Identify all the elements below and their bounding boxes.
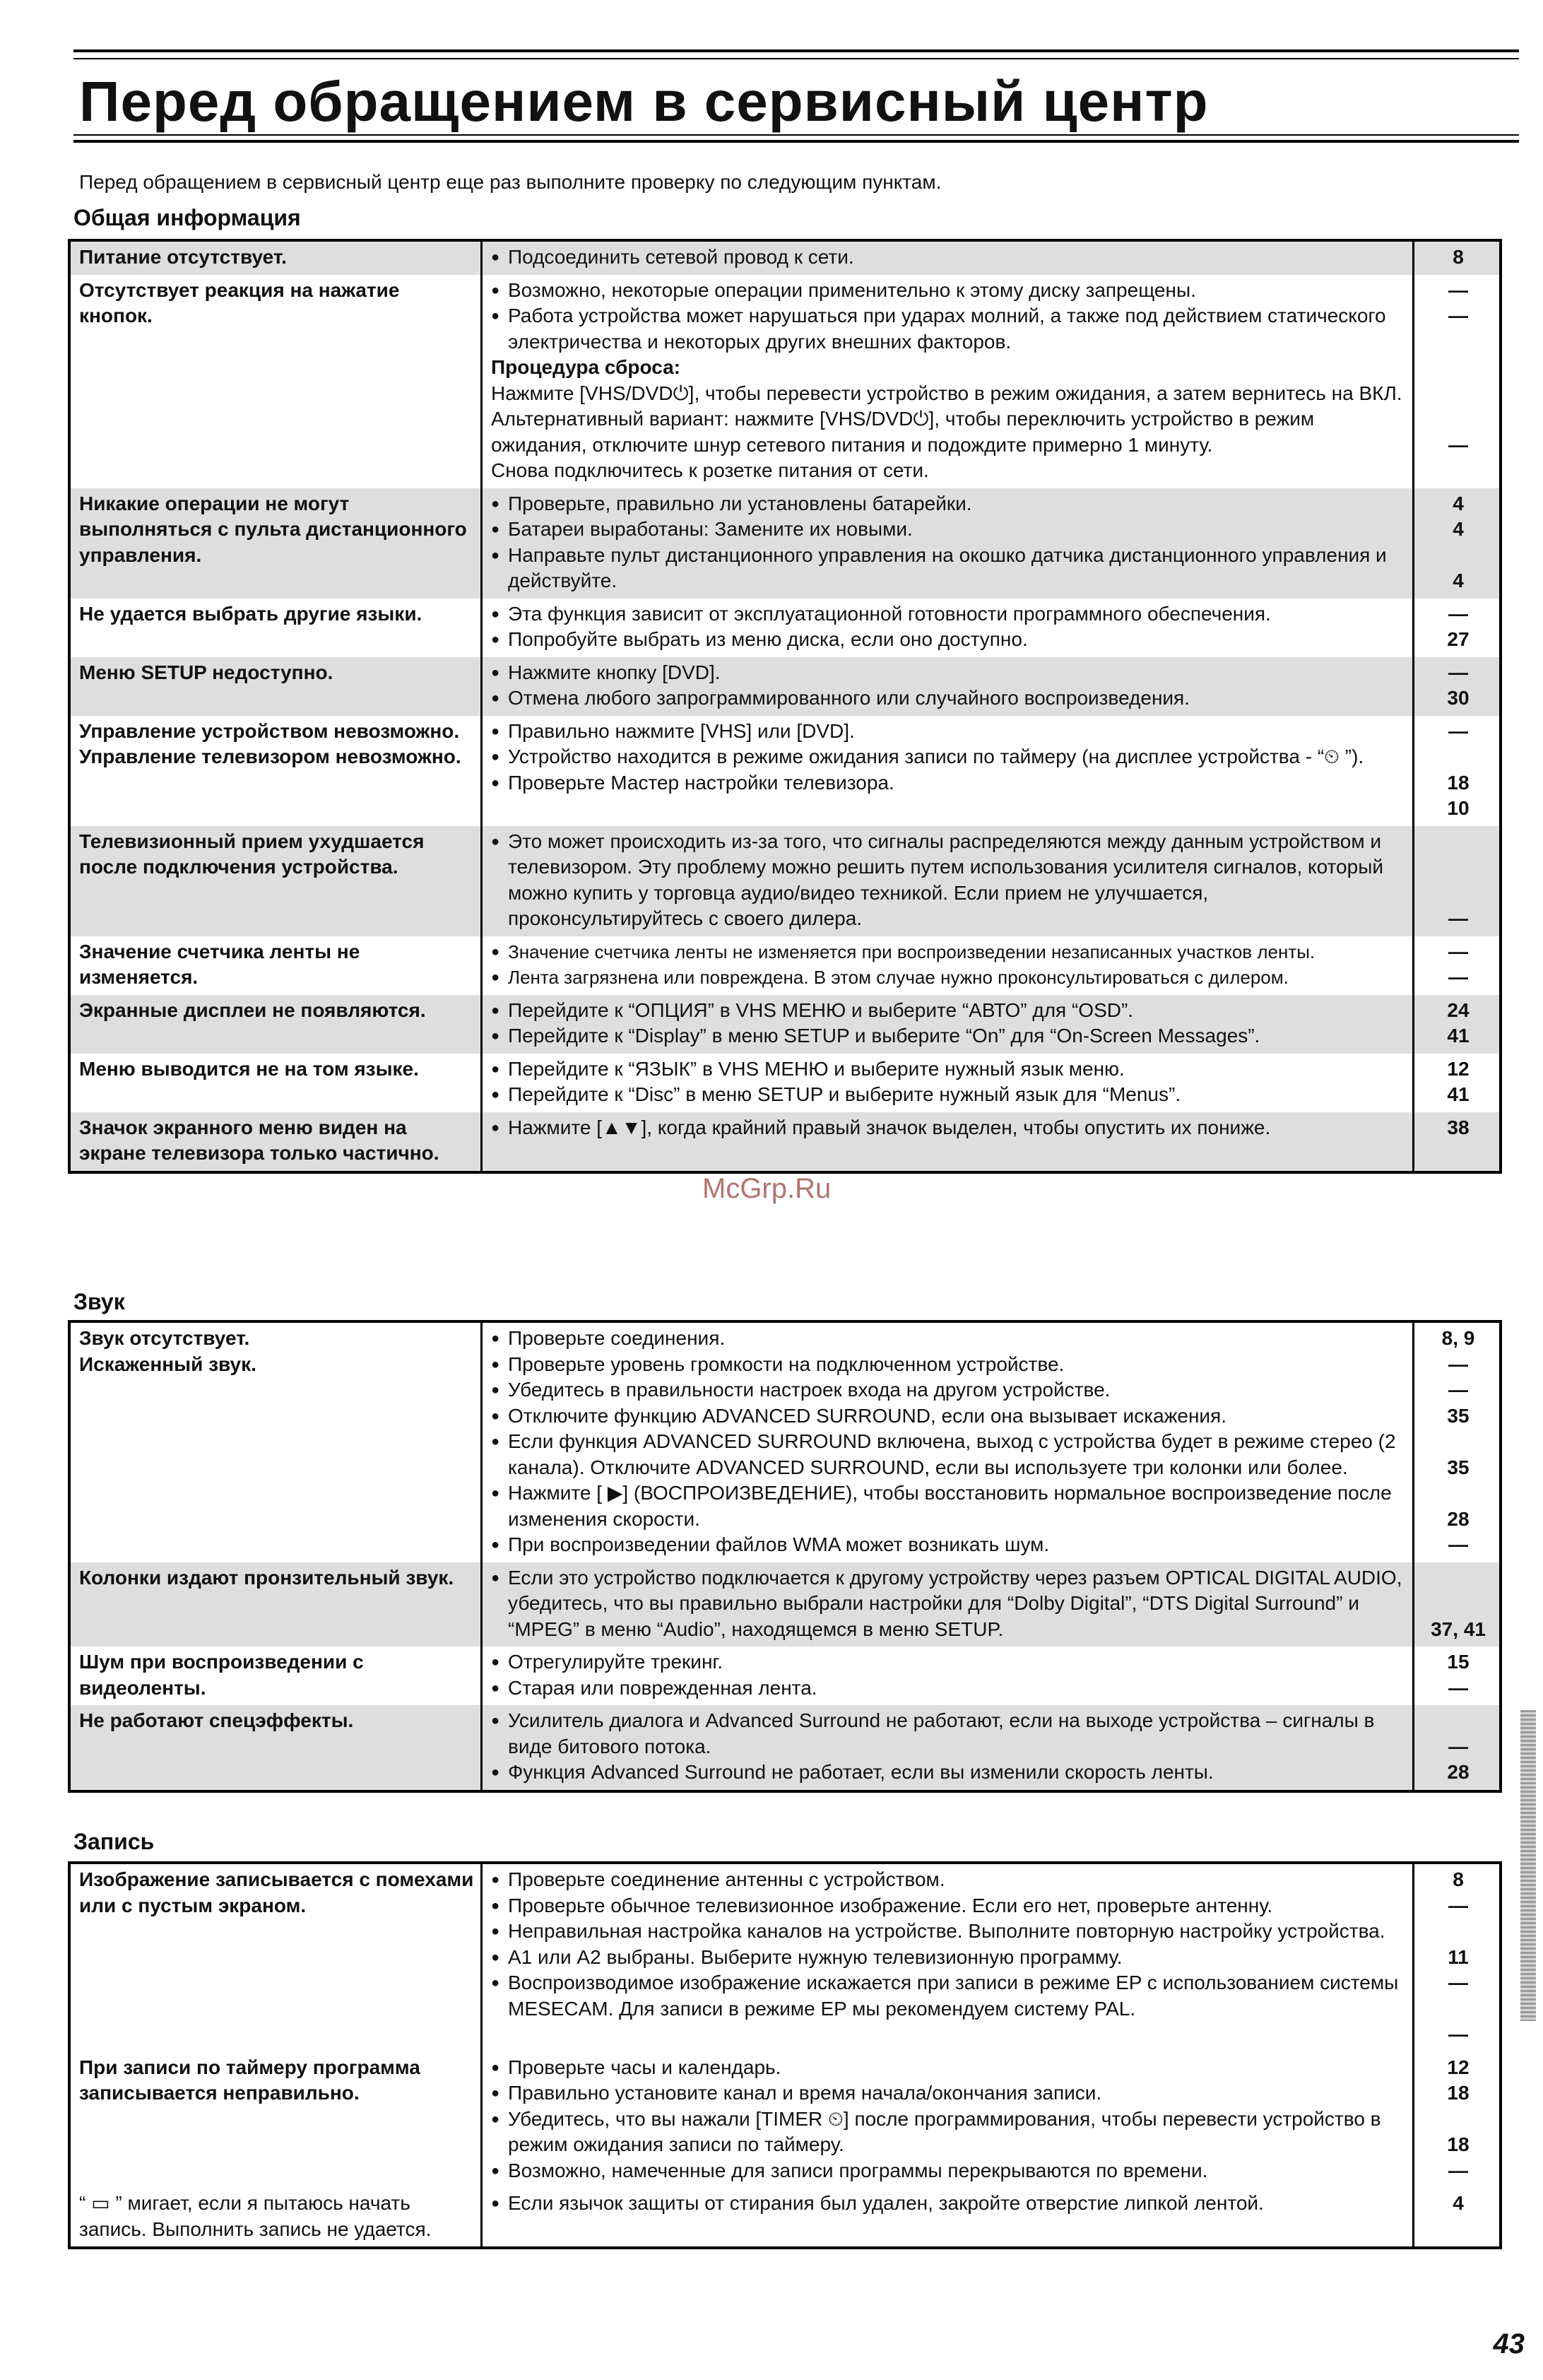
problem-label: Телевизионный прием ухудшается после подключения устройства.: [79, 830, 425, 878]
page-ref: 11: [1448, 1945, 1469, 1968]
page-ref: —: [1448, 661, 1468, 683]
problem-cell: [69, 1646, 482, 1705]
solution-cell: [482, 995, 1414, 1054]
page-ref: 28: [1447, 1507, 1470, 1530]
problem-label: Экранные дисплеи не появляются.: [79, 998, 426, 1021]
problem-label: “ ▭ ” мигает, если я пытаюсь начать запись. Выполнить запись не удается.: [79, 2192, 432, 2240]
page-ref: —: [1448, 602, 1468, 625]
page-ref: 41: [1447, 1025, 1470, 1047]
solution-cell: [482, 2188, 1414, 2248]
page-ref-cell: [1414, 1863, 1501, 2052]
solution-cell: [482, 657, 1414, 716]
solution-cell: [482, 1321, 1414, 1562]
page-number: 43: [1493, 2328, 1525, 2360]
solution-cell: [482, 826, 1414, 936]
page-ref: —: [1448, 1533, 1468, 1555]
page-ref: 30: [1447, 687, 1470, 709]
solution-cell: [482, 2052, 1414, 2188]
problem-cell: [69, 1054, 482, 1112]
solution-cell: [482, 1112, 1414, 1172]
solution-item: ● Возможно, намеченные для записи программы перекрываются по времени.: [491, 2158, 1407, 2184]
solution-item: ● Воспроизводимое изображение искажается при записи в режиме EP с использованием системы MESECAM. Для записи в режиме EP мы рекомендуем систему PAL.: [491, 1970, 1407, 2022]
problem-label: Шум при воспроизведении с видеоленты.: [79, 1651, 364, 1699]
solution-item: ● Устройство находится в режиме ожидания записи по таймеру (на дисплее устройства - “⏲ ”).: [491, 744, 1407, 770]
title-rule-bottom-2: [73, 140, 1519, 143]
watermark-text: McGrp.Ru: [702, 1173, 832, 1204]
solution-item: ● Функция Advanced Surround не работает, если вы изменили скорость ленты.: [491, 1760, 1407, 1786]
table-row: [69, 995, 1501, 1054]
solution-item: ● Неправильная настройка каналов на устройстве. Выполните повторную настройку устройства.: [491, 1919, 1407, 1945]
intro-text: Перед обращением в сервисный центр еще раз выполните проверку по следующим пунктам.: [79, 171, 942, 193]
solution-item: ● Нажмите [▲▼], когда крайний правый значок выделен, чтобы опустить их пониже.: [491, 1115, 1407, 1141]
table-row: [69, 2052, 1501, 2188]
table-row: [69, 1705, 1501, 1791]
page-ref: —: [1448, 1735, 1468, 1757]
page-ref: 27: [1447, 628, 1470, 650]
title-rule-top-1: [73, 49, 1519, 52]
page-ref: 8: [1453, 246, 1464, 268]
page-ref: —: [1448, 2023, 1468, 2045]
problem-cell: [69, 826, 482, 936]
solution-item: ● Усилитель диалога и Advanced Surround не работают, если на выходе устройства – сигналы в виде битового потока.: [491, 1708, 1407, 1760]
page-ref: —: [1448, 278, 1468, 301]
page-ref-cell: [1414, 995, 1501, 1054]
page-ref: —: [1448, 2159, 1468, 2181]
side-index-tab: [1520, 1710, 1536, 2021]
page-ref: —: [1448, 940, 1468, 962]
problem-label: Искаженный звук.: [79, 1353, 256, 1375]
table-row: [69, 1863, 1501, 2052]
solution-item: ● Если функция ADVANCED SURROUND включена, выход с устройства будет в режиме стерео (2 канала). Отключите ADVANCED SURROUND, если вы используете три колонки или более.: [491, 1429, 1407, 1480]
page-ref: 10: [1447, 797, 1470, 819]
problem-cell: [69, 488, 482, 599]
page-ref: 8: [1453, 1868, 1464, 1890]
solution-item: ● Если это устройство подключается к другому устройству через разъем OPTICAL DIGITAL AUDIO, убедитесь, что вы правильно выбрали настройки для “Dolby Digital”, “DTS Digital Surround” и “MPEG” в меню “Audio”, находящемся в меню SETUP.: [491, 1565, 1407, 1643]
problem-cell: [69, 2188, 482, 2248]
page-ref: 4: [1453, 2192, 1464, 2214]
problem-cell: [69, 936, 482, 995]
table-row: [69, 488, 1501, 599]
table-row: [69, 599, 1501, 657]
page-ref-cell: [1414, 716, 1501, 826]
page-ref: 4: [1453, 518, 1464, 540]
solution-item: ● Проверьте Мастер настройки телевизора.: [491, 770, 1407, 796]
page-ref: —: [1448, 719, 1468, 742]
page-ref-cell: [1414, 1321, 1501, 1562]
problem-label: Меню SETUP недоступно.: [79, 661, 333, 683]
page-ref-cell: [1414, 275, 1501, 488]
reset-procedure-title: Процедура сброса:: [491, 356, 681, 378]
solution-item: ● Проверьте обычное телевизионное изображение. Если его нет, проверьте антенну.: [491, 1893, 1407, 1919]
problem-label: Значение счетчика ленты не изменяется.: [79, 940, 360, 988]
solution-item: ● Подсоединить сетевой провод к сети.: [491, 245, 1407, 271]
page-ref: 28: [1447, 1761, 1470, 1783]
page-ref: —: [1448, 1894, 1468, 1916]
problem-cell: [69, 657, 482, 716]
table-row: [69, 275, 1501, 488]
page-ref: —: [1448, 1972, 1468, 1993]
solution-item: ● Возможно, некоторые операции применительно к этому диску запрещены.: [491, 278, 1407, 304]
solution-item: ● Проверьте уровень громкости на подключенном устройстве.: [491, 1352, 1407, 1378]
table-row: [69, 657, 1501, 716]
solution-cell: [482, 1863, 1414, 2052]
solution-cell: [482, 1705, 1414, 1791]
page-ref-cell: [1414, 936, 1501, 995]
problem-cell: [69, 1705, 482, 1791]
solution-item: ● Отключите функцию ADVANCED SURROUND, если она вызывает искажения.: [491, 1403, 1407, 1430]
solution-item: ● Лента загрязнена или повреждена. В этом случае нужно проконсультироваться с дилером.: [491, 965, 1407, 991]
page-ref: —: [1448, 1379, 1468, 1401]
solution-item: ● Проверьте часы и календарь.: [491, 2055, 1407, 2081]
troubleshooting-table-general: [68, 239, 1502, 1174]
problem-cell: [69, 275, 482, 488]
problem-label: Меню выводится не на том языке.: [79, 1057, 419, 1080]
problem-cell: [69, 1562, 482, 1647]
solution-item: ● Перейдите к “Display” в меню SETUP и выберите “On” для “On-Screen Messages”.: [491, 1023, 1407, 1049]
solution-cell: [482, 1562, 1414, 1647]
table-row: [69, 1646, 1501, 1705]
solution-item: ● Значение счетчика ленты не изменяется при воспроизведении незаписанных участков ленты.: [491, 939, 1407, 965]
troubleshooting-table-recording: [68, 1861, 1502, 2249]
problem-label: Управление телевизором невозможно.: [79, 746, 461, 767]
table-row: [69, 1112, 1501, 1172]
solution-item: ● Отрегулируйте трекинг.: [491, 1649, 1407, 1675]
reset-procedure-line: Нажмите [VHS/DVD⏻], чтобы перевести устройство в режим ожидания, а затем вернитесь на ВКЛ.: [491, 382, 1402, 404]
solution-cell: [482, 599, 1414, 657]
problem-cell: [69, 1112, 482, 1172]
page-ref: —: [1448, 1676, 1468, 1699]
solution-cell: [482, 488, 1414, 599]
title-rule-top-2: [73, 58, 1519, 59]
solution-item: ● Перейдите к “ОПЦИЯ” в VHS МЕНЮ и выберите “АВТО” для “OSD”.: [491, 998, 1407, 1024]
solution-item: ● Перейдите к “ЯЗЫК” в VHS МЕНЮ и выберите нужный язык меню.: [491, 1056, 1407, 1083]
problem-cell: [69, 1863, 482, 2052]
page-ref: —: [1448, 966, 1468, 988]
problem-label: Колонки издают пронзительный звук.: [79, 1566, 454, 1589]
solution-item: ● Правильно установите канал и время начала/окончания записи.: [491, 2080, 1407, 2107]
solution-cell: [482, 1054, 1414, 1112]
page-ref-cell: [1414, 488, 1501, 599]
page-ref: 8, 9: [1441, 1327, 1475, 1349]
reset-procedure-line: Альтернативный вариант: нажмите [VHS/DVD⏻], чтобы переключить устройство в режим ожидания, отключите шнур сетевого питания и подождите примерно 1 минуту.: [491, 408, 1315, 456]
page-ref: 37, 41: [1431, 1618, 1486, 1640]
problem-label: При записи по таймеру программа записывается неправильно.: [79, 2056, 420, 2104]
solution-item: ● Проверьте соединение антенны с устройством.: [491, 1867, 1407, 1893]
table-row: [69, 240, 1501, 275]
section-heading-sound: Звук: [73, 1289, 125, 1314]
table-row: [69, 2188, 1501, 2248]
solution-item: ● Нажмите кнопку [DVD].: [491, 660, 1407, 686]
problem-label: Питание отсутствует.: [79, 246, 287, 268]
reset-procedure-line: Снова подключитесь к розетке питания от сети.: [491, 459, 929, 481]
problem-label: Звук отсутствует.: [79, 1327, 250, 1349]
problem-label: Значок экранного меню виден на экране телевизора только частично.: [79, 1116, 439, 1164]
page-ref: 35: [1447, 1404, 1470, 1427]
problem-label: Никакие операции не могут выполняться с пульта дистанционного управления.: [79, 492, 467, 566]
problem-cell: [69, 1321, 482, 1562]
solution-item: ● Батареи выработаны: Замените их новыми.: [491, 517, 1407, 543]
page-ref: 15: [1447, 1651, 1470, 1673]
page-ref-cell: [1414, 1562, 1501, 1647]
solution-item: ● Старая или поврежденная лента.: [491, 1675, 1407, 1702]
page-ref: —: [1448, 1353, 1468, 1375]
table-row: [69, 716, 1501, 826]
solution-item: ● Направьте пульт дистанционного управления на окошко датчика дистанционного управления и действуйте.: [491, 543, 1407, 594]
section-heading-general: Общая информация: [73, 205, 301, 230]
page-ref-cell: [1414, 1054, 1501, 1112]
solution-cell: [482, 275, 1414, 488]
solution-item: ● Нажмите [ ▶] (ВОСПРОИЗВЕДЕНИЕ), чтобы восстановить нормальное воспроизведение после изменения скорости.: [491, 1480, 1407, 1532]
page-ref: 41: [1447, 1083, 1470, 1105]
page-ref-cell: [1414, 826, 1501, 936]
page-ref-cell: [1414, 2052, 1501, 2188]
problem-label: Не удается выбрать другие языки.: [79, 602, 422, 625]
table-row: [69, 1054, 1501, 1112]
problem-label: Отсутствует реакция на нажатие кнопок.: [79, 278, 400, 326]
page-ref-cell: [1414, 240, 1501, 275]
solution-item: ● Работа устройства может нарушаться при ударах молний, а также под действием статического электричества и некоторых других внешних факторов.: [491, 303, 1407, 355]
page-ref: 18: [1447, 2082, 1470, 2104]
problem-cell: [69, 240, 482, 275]
solution-item: ● Попробуйте выбрать из меню диска, если оно доступно.: [491, 627, 1407, 653]
table-row: [69, 1321, 1501, 1562]
problem-cell: [69, 716, 482, 826]
page-ref: 18: [1447, 2133, 1470, 2155]
solution-cell: [482, 936, 1414, 995]
page-ref: 35: [1447, 1456, 1470, 1478]
troubleshooting-table-sound: [68, 1320, 1502, 1793]
page-ref-cell: [1414, 599, 1501, 657]
problem-cell: [69, 995, 482, 1054]
solution-item: ● Проверьте соединения.: [491, 1326, 1407, 1352]
page-ref: 4: [1453, 570, 1464, 591]
solution-item: ● Проверьте, правильно ли установлены батарейки.: [491, 491, 1407, 517]
page-ref: —: [1448, 305, 1468, 326]
page-ref-cell: [1414, 2188, 1501, 2248]
solution-item: ● А1 или А2 выбраны. Выберите нужную телевизионную программу.: [491, 1945, 1407, 1971]
table-row: [69, 826, 1501, 936]
solution-item: ● Отмена любого запрограммированного или случайного воспроизведения.: [491, 685, 1407, 712]
table-row: [69, 936, 1501, 995]
page-ref: —: [1448, 433, 1468, 456]
page-ref-cell: [1414, 1112, 1501, 1172]
solution-cell: [482, 240, 1414, 275]
solution-cell: [482, 1646, 1414, 1705]
solution-item: ● Если язычок защиты от стирания был удален, закройте отверстие липкой лентой.: [491, 2191, 1407, 2217]
page-ref: —: [1448, 907, 1468, 929]
page-ref: 24: [1447, 998, 1470, 1021]
page-ref: 18: [1447, 771, 1470, 794]
problem-label: Изображение записывается с помехами или с пустым экраном.: [79, 1868, 474, 1916]
solution-item: ● При воспроизведении файлов WMA может возникать шум.: [491, 1532, 1407, 1558]
title-rule-bottom-1: [73, 134, 1519, 136]
problem-label: Управление устройством невозможно.: [79, 719, 460, 742]
page-ref: 12: [1447, 2056, 1470, 2078]
solution-cell: [482, 716, 1414, 826]
page-title: Перед обращением в сервисный центр: [79, 70, 1209, 133]
solution-item: ● Это может происходить из-за того, что сигналы распределяются между данным устройством и телевизором. Эту проблему можно решить путем использования усилителя сигналов, который можно купить у торговца аудио/видео техникой. Если прием не улучшается, проконсультируйтесь с своего дилера.: [491, 829, 1407, 932]
page-ref: 4: [1453, 492, 1464, 514]
solution-item: ● Эта функция зависит от эксплуатационной готовности программного обеспечения.: [491, 601, 1407, 628]
problem-cell: [69, 2052, 482, 2188]
table-row: [69, 1562, 1501, 1647]
section-heading-recording: Запись: [73, 1829, 155, 1854]
page-ref: 12: [1447, 1057, 1470, 1080]
solution-item: ● Убедитесь в правильности настроек входа на другом устройстве.: [491, 1377, 1407, 1403]
page-ref: 38: [1447, 1116, 1470, 1138]
problem-label: Не работают спецэффекты.: [79, 1709, 354, 1731]
problem-cell: [69, 599, 482, 657]
solution-item: ● Перейдите к “Disc” в меню SETUP и выберите нужный язык для “Menus”.: [491, 1082, 1407, 1108]
solution-item: ● Правильно нажмите [VHS] или [DVD].: [491, 719, 1407, 745]
page-ref-cell: [1414, 1646, 1501, 1705]
page-ref-cell: [1414, 657, 1501, 716]
page-ref-cell: [1414, 1705, 1501, 1791]
solution-item: ● Убедитесь, что вы нажали [TIMER ⏲] после программирования, чтобы перевести устройство в режим ожидания записи по таймеру.: [491, 2107, 1407, 2158]
